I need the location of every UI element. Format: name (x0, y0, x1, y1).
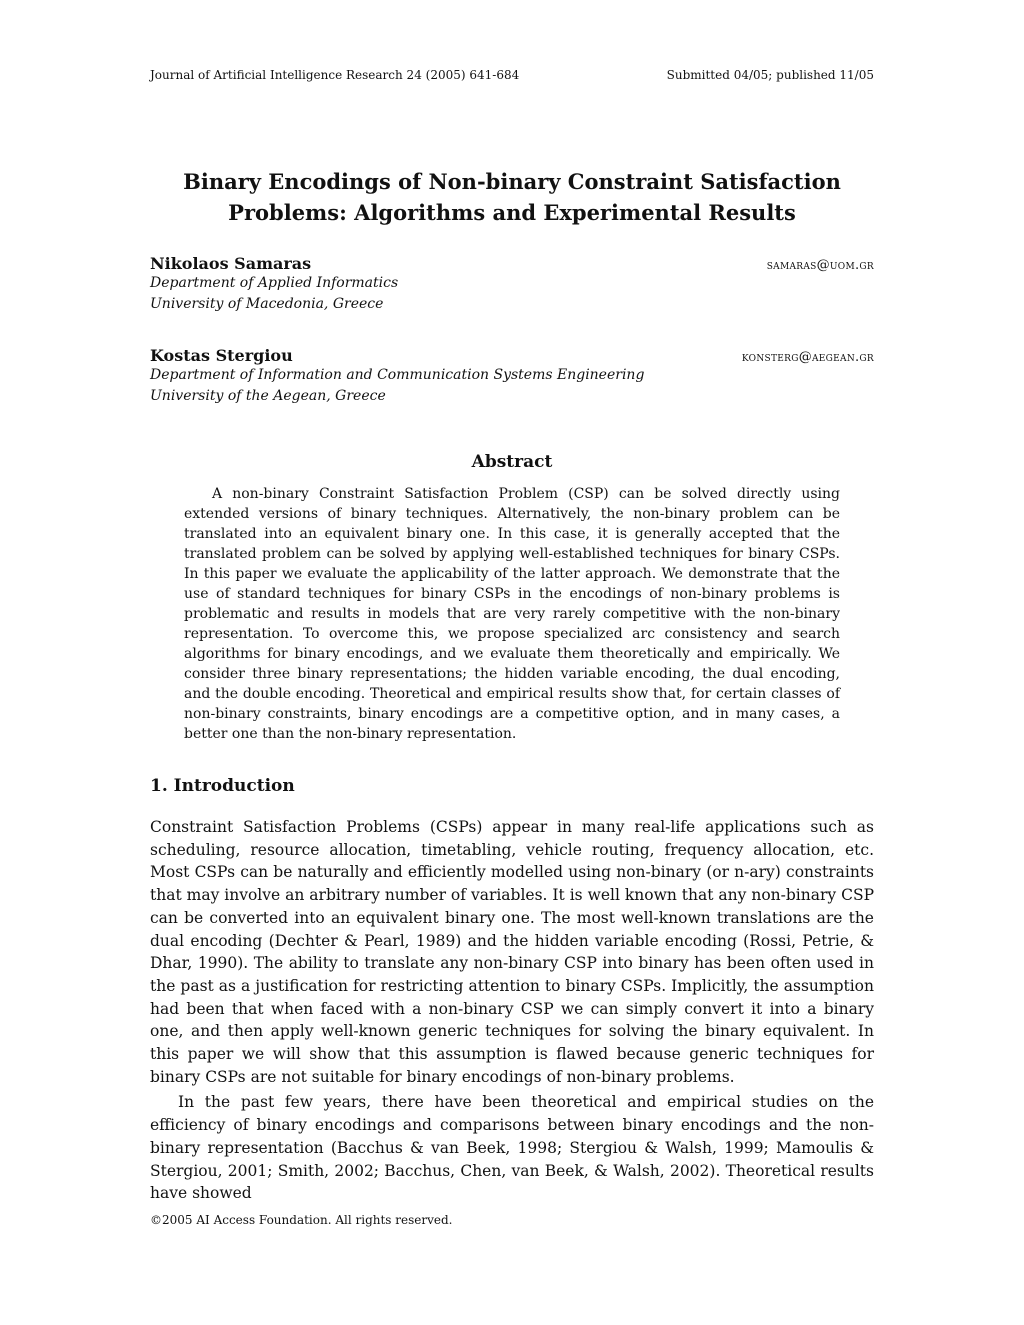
copyright-notice: ©2005 AI Access Foundation. All rights reserved. (150, 1213, 453, 1227)
author-email: samaras@uom.gr (766, 258, 874, 273)
title-line-1: Binary Encodings of Non-binary Constraint Satisfaction (183, 169, 841, 194)
abstract-text: A non-binary Constraint Satisfaction Problem (CSP) can be solved directly using extended versions of binary techniques. Alternatively, the non-binary problem can be translated into an equivalent binary one. In this case, it is generally accepted that the translated problem can be solved by applying well-established techniques for binary CSPs. In this paper we evaluate the applicability of the latter approach. We demonstrate that the use of standard techniques for binary CSPs in the encodings of non-binary problems is problematic and results in models that are very rarely competitive with the non-binary representation. To overcome this, we propose specialized arc consistency and search algorithms for binary encodings, and we evaluate them theoretically and empirically. We consider three binary representations; the hidden variable encoding, the dual encoding, and the double encoding. Theoretical and empirical results show that, for certain classes of non-binary constraints, binary encodings are a competitive option, and in many cases, a better one than the non-binary representation. (184, 486, 840, 742)
author-block (150, 254, 874, 315)
intro-paragraph-2: In the past few years, there have been theoretical and empirical studies on the efficiency of binary encodings and comparisons between binary encodings and the non-binary representation (Bacchus & van Beek, 1998; Stergiou & Walsh, 1999; Mamoulis & Stergiou, 2001; Smith, 2002; Bacchus, Chen, van Beek, & Walsh, 2002). Theoretical results have showed (150, 1093, 874, 1203)
author-department: Department of Applied Informatics (150, 275, 399, 291)
section-heading: 1. Introduction (150, 776, 295, 796)
author-block (150, 346, 874, 407)
title-line-2: Problems: Algorithms and Experimental Results (228, 200, 796, 225)
author-name: Kostas Stergiou (150, 346, 293, 365)
author-university: University of Macedonia, Greece (150, 296, 384, 312)
abstract-body (184, 484, 840, 744)
introduction-body (150, 816, 874, 1205)
author-university: University of the Aegean, Greece (150, 388, 386, 404)
author-email: konsterg@aegean.gr (741, 350, 874, 365)
running-header (150, 68, 874, 82)
author-department: Department of Information and Communication Systems Engineering (150, 367, 645, 383)
submission-dates: Submitted 04/05; published 11/05 (666, 68, 874, 82)
paper-title (150, 166, 874, 228)
author-name: Nikolaos Samaras (150, 254, 312, 273)
journal-citation: Journal of Artificial Intelligence Research 24 (2005) 641-684 (150, 68, 520, 82)
intro-paragraph-1: Constraint Satisfaction Problems (CSPs) appear in many real-life applications such as scheduling, resource allocation, timetabling, vehicle routing, frequency allocation, etc. Most CSPs can be naturally and efficiently modelled using non-binary (or n-ary) constraints that may involve an arbitrary number of variables. It is well known that any non-binary CSP can be converted into an equivalent binary one. The most well-known translations are the dual encoding (Dechter & Pearl, 1989) and the hidden variable encoding (Rossi, Petrie, & Dhar, 1990). The ability to translate any non-binary CSP into binary has been often used in the past as a justification for restricting attention to binary CSPs. Implicitly, the assumption had been that when faced with a non-binary CSP we can simply convert it into a binary one, and then apply well-known generic techniques for solving the binary equivalent. In this paper we will show that this assumption is flawed because generic techniques for binary CSPs are not suitable for binary encodings of non-binary problems. (150, 818, 874, 1086)
abstract-heading: Abstract (471, 452, 553, 472)
